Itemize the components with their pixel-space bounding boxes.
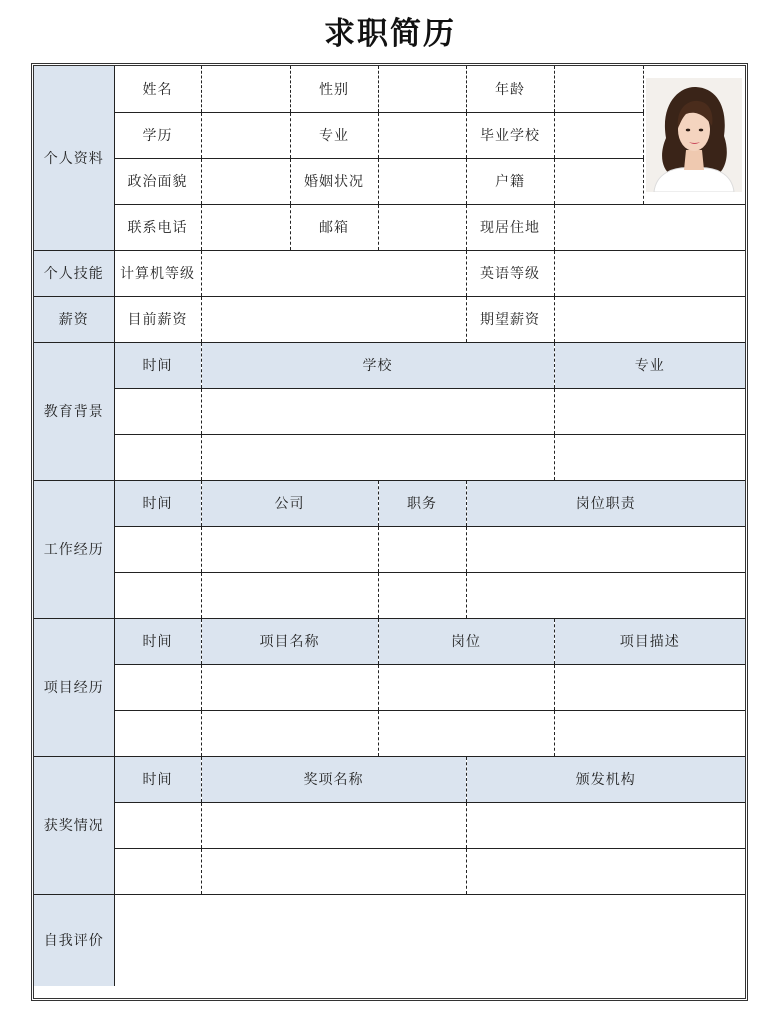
label-english-level: 英语等级	[466, 250, 554, 296]
proj-header-desc: 项目描述	[554, 618, 745, 664]
label-major: 专业	[290, 112, 378, 158]
label-current-salary: 目前薪资	[114, 296, 201, 342]
label-address: 现居住地	[466, 204, 554, 250]
label-email: 邮箱	[290, 204, 378, 250]
work-position-cell[interactable]	[378, 572, 466, 618]
proj-desc-cell[interactable]	[554, 664, 745, 710]
section-salary: 薪资	[34, 296, 114, 342]
label-age: 年龄	[466, 66, 554, 112]
label-school: 毕业学校	[466, 112, 554, 158]
edu-major-cell[interactable]	[554, 434, 745, 480]
award-name-cell[interactable]	[201, 848, 466, 894]
resume-table	[34, 66, 745, 986]
field-hukou[interactable]	[554, 158, 643, 204]
work-header-company: 公司	[201, 480, 378, 526]
field-current-salary[interactable]	[201, 296, 466, 342]
edu-school-cell[interactable]	[201, 388, 554, 434]
field-expected-salary[interactable]	[554, 296, 745, 342]
proj-role-cell[interactable]	[378, 664, 554, 710]
edu-major-cell[interactable]	[554, 388, 745, 434]
proj-header-name: 项目名称	[201, 618, 378, 664]
self-eval-field[interactable]	[114, 894, 745, 986]
section-self-eval: 自我评价	[34, 894, 114, 986]
edu-header-school: 学校	[201, 342, 554, 388]
work-position-cell[interactable]	[378, 526, 466, 572]
proj-header-role: 岗位	[378, 618, 554, 664]
proj-role-cell[interactable]	[378, 710, 554, 756]
proj-name-cell[interactable]	[201, 710, 378, 756]
award-header-name: 奖项名称	[201, 756, 466, 802]
work-header-duties: 岗位职责	[466, 480, 745, 526]
award-header-issuer: 颁发机构	[466, 756, 745, 802]
label-expected-salary: 期望薪资	[466, 296, 554, 342]
field-computer-level[interactable]	[201, 250, 466, 296]
field-address[interactable]	[554, 204, 745, 250]
field-name[interactable]	[201, 66, 290, 112]
label-gender: 性别	[290, 66, 378, 112]
edu-header-time: 时间	[114, 342, 201, 388]
label-politics: 政治面貌	[114, 158, 201, 204]
section-personal: 个人资料	[34, 66, 114, 250]
edu-time-cell[interactable]	[114, 388, 201, 434]
label-computer-level: 计算机等级	[114, 250, 201, 296]
field-politics[interactable]	[201, 158, 290, 204]
field-email[interactable]	[378, 204, 466, 250]
edu-header-major: 专业	[554, 342, 745, 388]
work-company-cell[interactable]	[201, 572, 378, 618]
section-skills: 个人技能	[34, 250, 114, 296]
award-time-cell[interactable]	[114, 802, 201, 848]
photo-cell[interactable]	[643, 66, 745, 204]
proj-header-time: 时间	[114, 618, 201, 664]
proj-name-cell[interactable]	[201, 664, 378, 710]
award-name-cell[interactable]	[201, 802, 466, 848]
edu-school-cell[interactable]	[201, 434, 554, 480]
award-time-cell[interactable]	[114, 848, 201, 894]
field-degree[interactable]	[201, 112, 290, 158]
field-major[interactable]	[378, 112, 466, 158]
award-issuer-cell[interactable]	[466, 802, 745, 848]
label-hukou: 户籍	[466, 158, 554, 204]
work-duties-cell[interactable]	[466, 572, 745, 618]
label-marital: 婚姻状况	[290, 158, 378, 204]
label-degree: 学历	[114, 112, 201, 158]
work-time-cell[interactable]	[114, 526, 201, 572]
work-header-time: 时间	[114, 480, 201, 526]
label-name: 姓名	[114, 66, 201, 112]
proj-desc-cell[interactable]	[554, 710, 745, 756]
label-phone: 联系电话	[114, 204, 201, 250]
field-school[interactable]	[554, 112, 643, 158]
field-marital[interactable]	[378, 158, 466, 204]
proj-time-cell[interactable]	[114, 664, 201, 710]
work-header-position: 职务	[378, 480, 466, 526]
edu-time-cell[interactable]	[114, 434, 201, 480]
section-awards: 获奖情况	[34, 756, 114, 894]
work-duties-cell[interactable]	[466, 526, 745, 572]
work-time-cell[interactable]	[114, 572, 201, 618]
work-company-cell[interactable]	[201, 526, 378, 572]
section-work: 工作经历	[34, 480, 114, 618]
award-issuer-cell[interactable]	[466, 848, 745, 894]
section-projects: 项目经历	[34, 618, 114, 756]
proj-time-cell[interactable]	[114, 710, 201, 756]
section-education: 教育背景	[34, 342, 114, 480]
portrait-photo	[646, 78, 742, 192]
field-phone[interactable]	[201, 204, 290, 250]
page-title: 求职简历	[324, 16, 456, 52]
field-age[interactable]	[554, 66, 643, 112]
field-gender[interactable]	[378, 66, 466, 112]
field-english-level[interactable]	[554, 250, 745, 296]
award-header-time: 时间	[114, 756, 201, 802]
